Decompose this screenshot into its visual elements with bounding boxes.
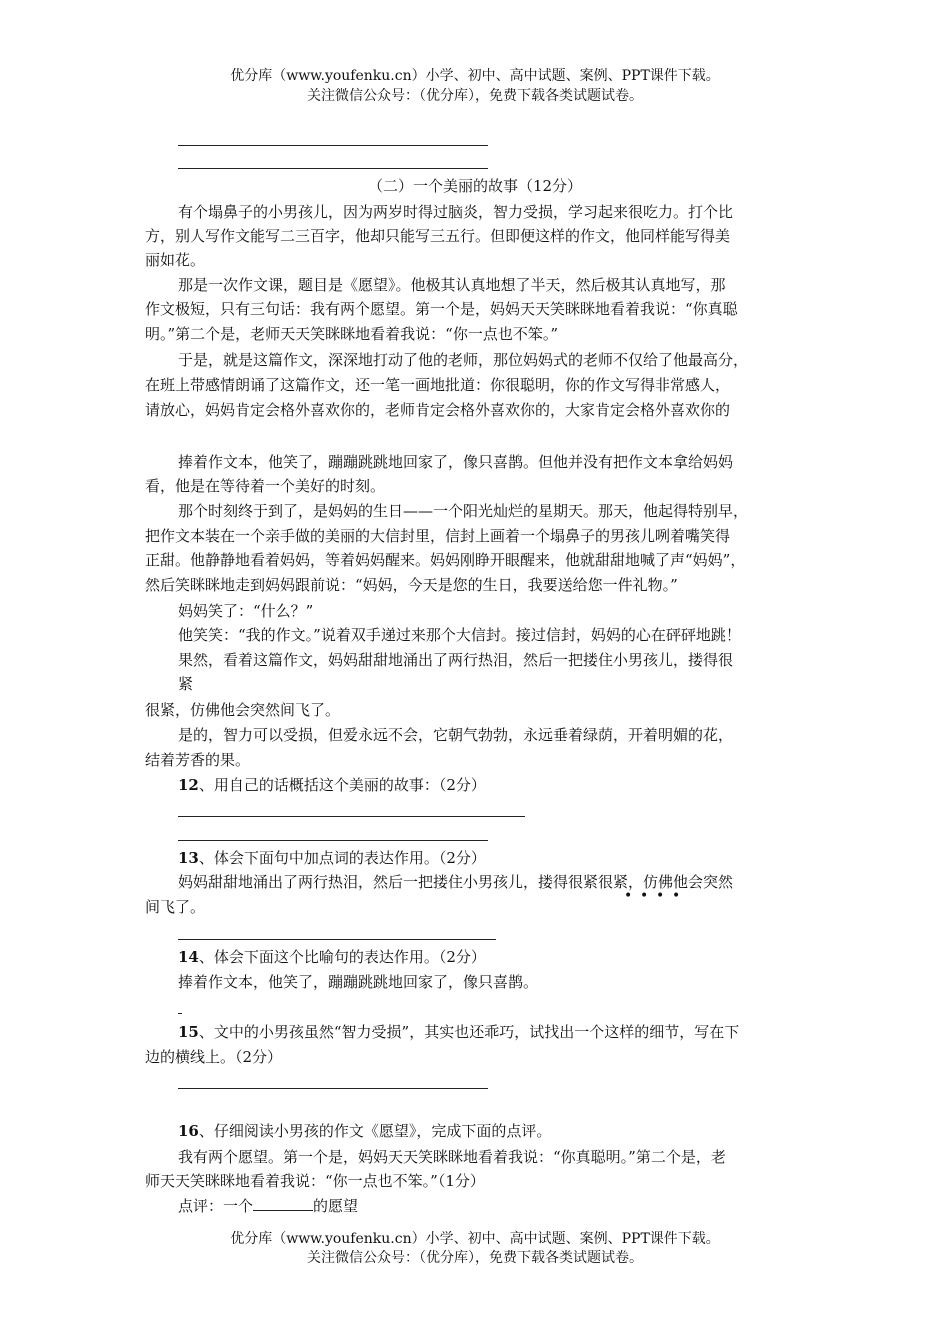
q13-answer-line[interactable] bbox=[178, 939, 496, 940]
passage-line: 妈妈笑了：“什么？” bbox=[178, 602, 314, 620]
q16-essay-text: 我有两个愿望。第一个是，妈妈天天笑眯眯地看着我说：“你真聪明。”第二个是，老 bbox=[178, 1148, 726, 1166]
passage-line: 把作文本装在一个亲手做的美丽的大信封里，信封上画着一个塌鼻子的男孩儿咧着嘴笑得 bbox=[145, 527, 731, 545]
question-13 bbox=[178, 848, 486, 868]
q12-answer-line[interactable] bbox=[178, 840, 488, 841]
passage-line: 那个时刻终于到了，是妈妈的生日——一个阳光灿烂的星期天。那天，他起得特别早， bbox=[178, 502, 749, 520]
question-14 bbox=[178, 947, 486, 967]
question-number: 13 bbox=[178, 849, 199, 867]
question-text: 、文中的小男孩虽然“智力受损”，其实也还乖巧，试找出一个这样的细节，写在下 bbox=[198, 1023, 740, 1041]
question-number: 14 bbox=[178, 948, 199, 966]
q15-text-continued: 边的横线上。（2分） bbox=[145, 1048, 283, 1066]
passage-line: 正甜。他静静地看着妈妈，等着妈妈醒来。妈妈刚睁开眼醒来，他就甜甜地喊了声“妈妈”， bbox=[145, 551, 746, 569]
passage-line: 那是一次作文课，题目是《愿望》。他极其认真地想了半天，然后极其认真地写，那 bbox=[178, 276, 726, 294]
passage-line: 看，他是在等待着一个美好的时刻。 bbox=[145, 477, 386, 495]
passage-line: 捧着作文本，他笑了，蹦蹦跳跳地回家了，像只喜鹊。但他并没有把作文本拿给妈妈 bbox=[178, 453, 734, 471]
question-15 bbox=[178, 1022, 739, 1042]
emphasis-dot: • bbox=[624, 888, 633, 904]
q16-essay-text: 师天天笑眯眯地看着我说：“你一点也不笨。”（1分） bbox=[145, 1172, 485, 1190]
passage-line: 丽如花。 bbox=[145, 251, 206, 269]
comment-prefix: 点评：一个 bbox=[178, 1197, 254, 1215]
question-number: 16 bbox=[178, 1122, 199, 1140]
passage-line: 于是，就是这篇作文，深深地打动了他的老师，那位妈妈式的老师不仅给了他最高分， bbox=[178, 351, 749, 369]
q13-sentence: 妈妈甜甜地涌出了两行热泪，然后一把搂住小男孩儿，搂得很紧很紧，仿佛他会突然 bbox=[178, 873, 734, 891]
header-line-1: 优分库（www.youfenku.cn）小学、初中、高中试题、案例、PPT课件下载。 bbox=[230, 68, 720, 84]
passage-line: 很紧，仿佛他会突然间飞了。 bbox=[145, 701, 341, 719]
emphasis-dot: • bbox=[672, 888, 681, 904]
question-text: 、用自己的话概括这个美丽的故事：（2分） bbox=[198, 776, 486, 794]
passage-line: 请放心，妈妈肯定会格外喜欢你的，老师肯定会格外喜欢你的，大家肯定会格外喜欢你的 bbox=[145, 401, 731, 419]
comment-blank[interactable] bbox=[253, 1196, 313, 1211]
answer-line[interactable] bbox=[178, 168, 488, 169]
q15-answer-line[interactable] bbox=[178, 1088, 488, 1089]
question-text: 、仔细阅读小男孩的作文《愿望》，完成下面的点评。 bbox=[198, 1122, 552, 1140]
q14-answer-line[interactable] bbox=[178, 1013, 182, 1014]
question-16 bbox=[178, 1121, 551, 1141]
q14-sentence: 捧着作文本，他笑了，蹦蹦跳跳地回家了，像只喜鹊。 bbox=[178, 973, 539, 991]
footer-line-2: 关注微信公众号：（优分库），免费下载各类试题试卷。 bbox=[307, 1250, 643, 1266]
q13-sentence: 间飞了。 bbox=[145, 898, 206, 916]
q12-answer-line[interactable] bbox=[178, 816, 525, 817]
question-text: 、体会下面句中加点词的表达作用。（2分） bbox=[198, 849, 486, 867]
passage-line: 是的，智力可以受损，但爱永远不会，它朝气勃勃，永远垂着绿荫，开着明媚的花， bbox=[178, 726, 734, 744]
section-title: （二）一个美丽的故事（12分） bbox=[367, 177, 583, 195]
passage-line: 方，别人写作文能写二三百字，他却只能写三五行。但即便这样的作文，他同样能写得美 bbox=[145, 227, 731, 245]
question-text: 、体会下面这个比喻句的表达作用。（2分） bbox=[198, 948, 486, 966]
header-line-2: 关注微信公众号：（优分库），免费下载各类试题试卷。 bbox=[307, 88, 643, 104]
question-12 bbox=[178, 775, 486, 795]
passage-line: 在班上带感情朗诵了这篇作文，还一笔一画地批道：你很聪明，你的作文写得非常感人， bbox=[145, 376, 731, 394]
passage-line: 他笑笑：“我的作文。”说着双手递过来那个大信封。接过信封，妈妈的心在砰砰地跳！ bbox=[178, 626, 741, 644]
answer-line[interactable] bbox=[178, 145, 488, 146]
q16-comment bbox=[178, 1196, 358, 1216]
comment-suffix: 的愿望 bbox=[313, 1197, 359, 1215]
footer-line-1: 优分库（www.youfenku.cn）小学、初中、高中试题、案例、PPT课件下载。 bbox=[230, 1231, 720, 1247]
emphasis-dot: • bbox=[640, 888, 649, 904]
question-number: 12 bbox=[178, 776, 199, 794]
passage-line: 作文极短，只有三句话：我有两个愿望。第一个是，妈妈天天笑眯眯地看着我说：“你真聪 bbox=[145, 300, 738, 318]
question-number: 15 bbox=[178, 1023, 199, 1041]
passage-line: 然后笑眯眯地走到妈妈跟前说：“妈妈，今天是您的生日，我要送给您一件礼物。” bbox=[145, 576, 678, 594]
emphasis-dot: • bbox=[656, 888, 665, 904]
passage-line: 结着芳香的果。 bbox=[145, 751, 251, 769]
passage-line: 明。”第二个是，老师天天笑眯眯地看着我说：“你一点也不笨。” bbox=[145, 325, 559, 343]
passage-line: 果然，看着这篇作文，妈妈甜甜地涌出了两行热泪，然后一把搂住小男孩儿，搂得很 bbox=[178, 651, 734, 669]
passage-line: 有个塌鼻子的小男孩儿，因为两岁时得过脑炎，智力受损，学习起来很吃力。打个比 bbox=[178, 203, 734, 221]
passage-line: 紧 bbox=[178, 675, 194, 693]
